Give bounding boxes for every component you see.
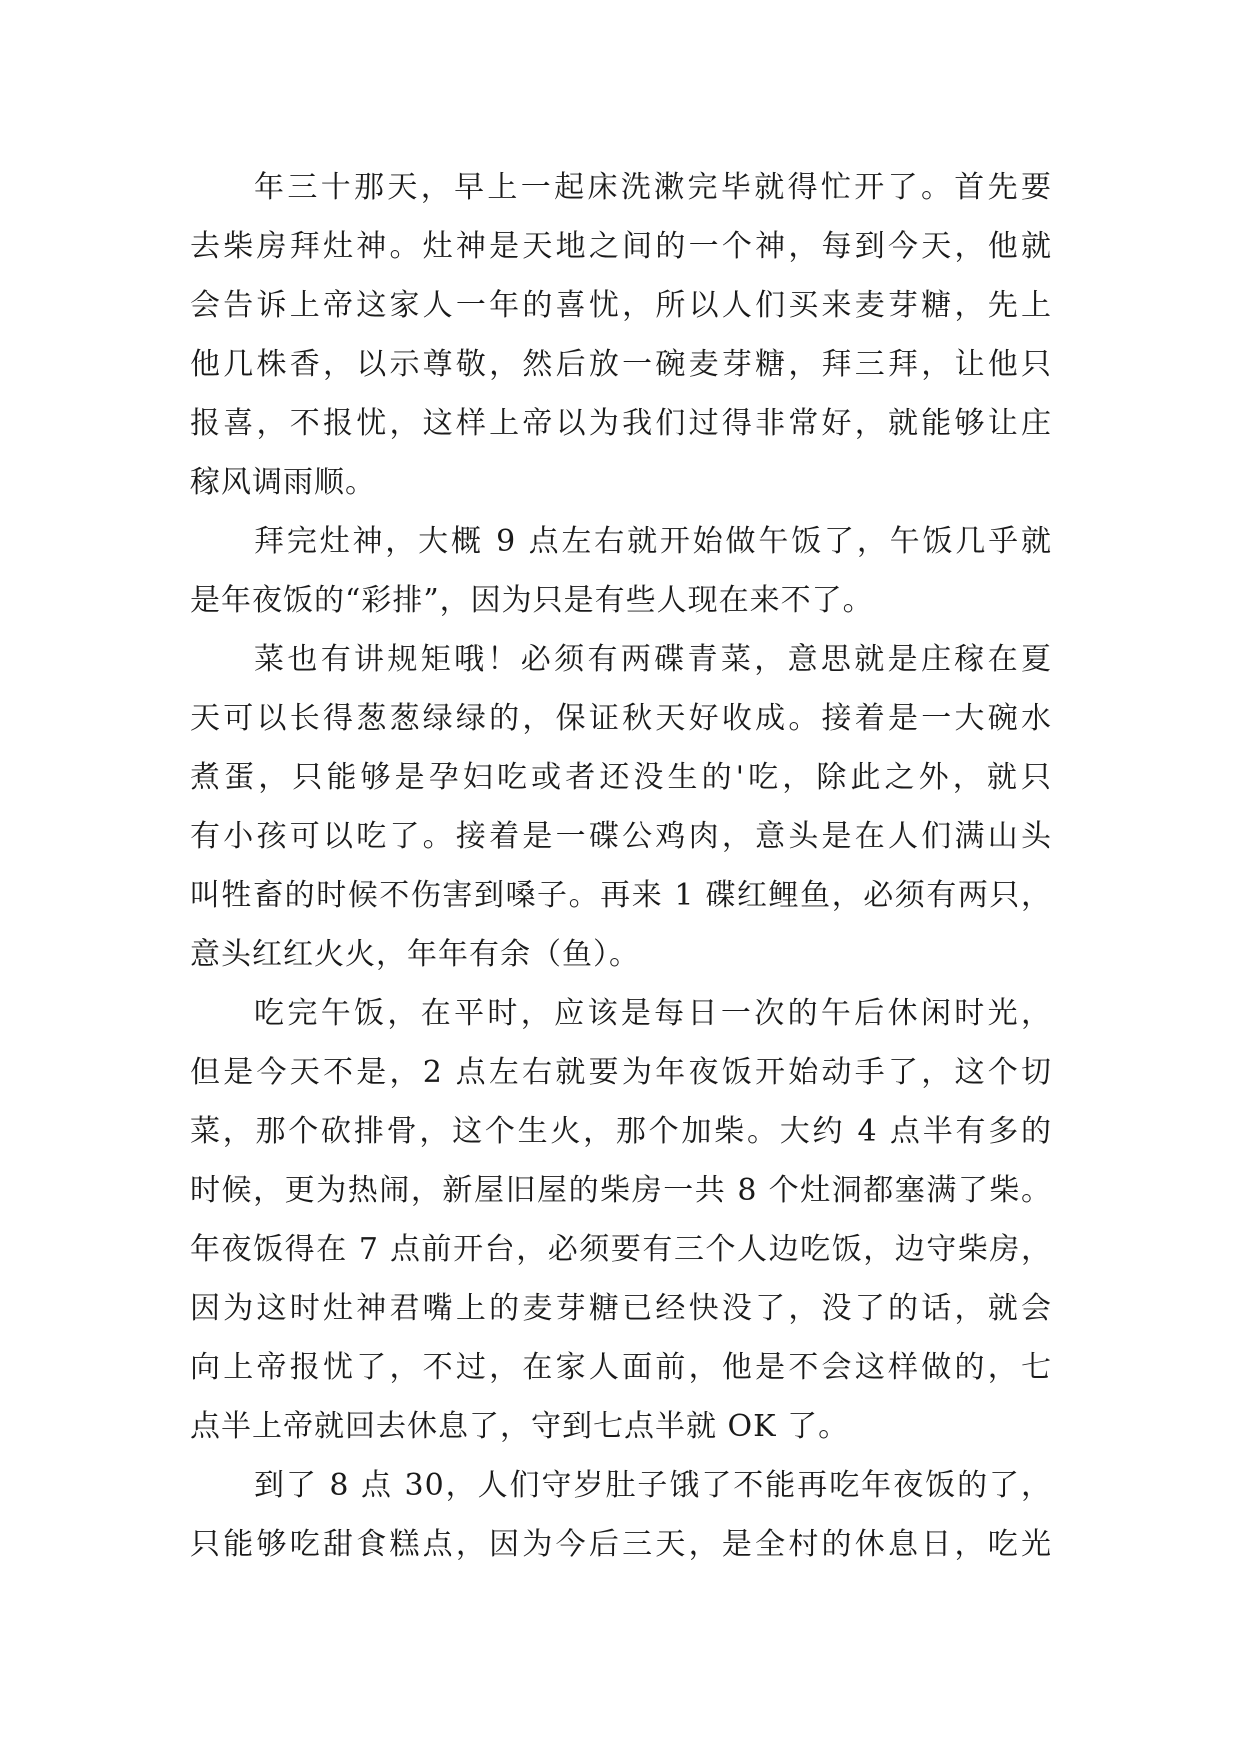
text-line: 因为这时灶神君嘴上的麦芽糖已经快没了，没了的话，就会 <box>190 1291 1052 1326</box>
text-line: 向上帝报忧了，不过，在家人面前，他是不会这样做的，七 <box>190 1350 1052 1385</box>
text-line: 年夜饭得在 7 点前开台，必须要有三个人边吃饭，边守柴房， <box>190 1232 1052 1267</box>
text-line: 只能够吃甜食糕点，因为今后三天，是全村的休息日，吃光 <box>190 1527 1052 1562</box>
text-line: 菜也有讲规矩哦！必须有两碟青菜，意思就是庄稼在夏 <box>254 642 1052 677</box>
text-line: 报喜，不报忧，这样上帝以为我们过得非常好，就能够让庄 <box>190 406 1052 441</box>
text-line: 吃完午饭，在平时，应该是每日一次的午后休闲时光， <box>254 996 1052 1031</box>
text-line: 煮蛋，只能够是孕妇吃或者还没生的'吃，除此之外，就只 <box>190 760 1052 795</box>
article-body <box>190 158 1052 1574</box>
text-line: 拜完灶神，大概 9 点左右就开始做午饭了，午饭几乎就 <box>254 524 1052 559</box>
text-line: 有小孩可以吃了。接着是一碟公鸡肉，意头是在人们满山头 <box>190 819 1052 854</box>
text-line: 稼风调雨顺。 <box>190 465 376 500</box>
text-line: 天可以长得葱葱绿绿的，保证秋天好收成。接着是一大碗水 <box>190 701 1052 736</box>
text-line: 点半上帝就回去休息了，守到七点半就 OK 了。 <box>190 1409 850 1444</box>
text-line: 到了 8 点 30，人们守岁肚子饿了不能再吃年夜饭的了， <box>254 1468 1052 1503</box>
text-line: 时候，更为热闹，新屋旧屋的柴房一共 8 个灶洞都塞满了柴。 <box>190 1173 1052 1208</box>
text-line: 会告诉上帝这家人一年的喜忧，所以人们买来麦芽糖，先上 <box>190 288 1052 323</box>
text-line: 去柴房拜灶神。灶神是天地之间的一个神，每到今天，他就 <box>190 229 1052 264</box>
text-line: 菜，那个砍排骨，这个生火，那个加柴。大约 4 点半有多的 <box>190 1114 1052 1149</box>
text-line: 但是今天不是，2 点左右就要为年夜饭开始动手了，这个切 <box>190 1055 1052 1090</box>
text-line: 年三十那天，早上一起床洗漱完毕就得忙开了。首先要 <box>254 170 1052 205</box>
text-line: 是年夜饭的“彩排”，因为只是有些人现在来不了。 <box>190 583 874 618</box>
text-line: 叫牲畜的时候不伤害到嗓子。再来 1 碟红鲤鱼，必须有两只， <box>190 878 1052 913</box>
text-line: 他几株香，以示尊敬，然后放一碗麦芽糖，拜三拜，让他只 <box>190 347 1052 382</box>
text-line: 意头红红火火，年年有余（鱼）。 <box>190 937 640 972</box>
